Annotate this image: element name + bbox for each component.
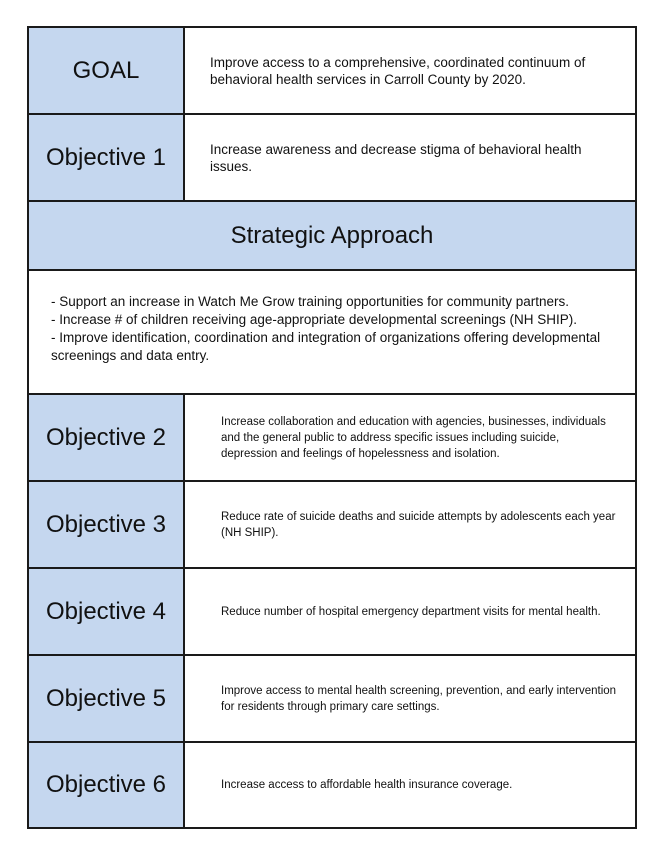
strategic-approach-item: - Improve identification, coordination and integration of organizations offering developmental screenings and data entry. bbox=[51, 330, 601, 363]
strategic-approach-item: - Support an increase in Watch Me Grow training opportunities for community partners. bbox=[51, 294, 569, 309]
objective-4-text: Reduce number of hospital emergency department visits for mental health. bbox=[221, 605, 601, 618]
objective-6-label: Objective 6 bbox=[29, 743, 185, 827]
goal-label: GOAL bbox=[29, 28, 185, 113]
strategic-approach-item: - Increase # of children receiving age-appropriate developmental screenings (NH SHIP). bbox=[51, 312, 578, 327]
objective-1-row bbox=[29, 115, 635, 202]
objective-6-row bbox=[29, 743, 635, 827]
objective-4-row bbox=[29, 569, 635, 656]
objective-3-label: Objective 3 bbox=[29, 482, 185, 567]
strategic-approach-list bbox=[29, 271, 635, 395]
objective-6-text: Increase access to affordable health insurance coverage. bbox=[221, 779, 513, 791]
strategic-approach-heading: Strategic Approach bbox=[29, 202, 635, 271]
objective-2-row bbox=[29, 395, 635, 482]
objective-2-text: Increase collaboration and education with agencies, businesses, individuals and the general public to address specific issues including suicide, depression and feelings of hopelessness and isolation. bbox=[221, 415, 606, 460]
objective-1-text: Increase awareness and decrease stigma of behavioral health issues. bbox=[210, 141, 582, 174]
objective-1-label: Objective 1 bbox=[29, 115, 185, 200]
plan-table bbox=[27, 26, 637, 829]
objective-3-row bbox=[29, 482, 635, 569]
objective-4-label: Objective 4 bbox=[29, 569, 185, 654]
objective-3-text: Reduce rate of suicide deaths and suicide attempts by adolescents each year (NH SHIP). bbox=[221, 510, 616, 539]
objective-2-label: Objective 2 bbox=[29, 395, 185, 480]
objective-5-label: Objective 5 bbox=[29, 656, 185, 741]
objective-5-text: Improve access to mental health screening, prevention, and early intervention for residents through primary care settings. bbox=[221, 684, 617, 713]
goal-text: Improve access to a comprehensive, coordinated continuum of behavioral health services in Carroll County by 2020. bbox=[210, 54, 586, 87]
objective-5-row bbox=[29, 656, 635, 743]
goal-row bbox=[29, 28, 635, 115]
